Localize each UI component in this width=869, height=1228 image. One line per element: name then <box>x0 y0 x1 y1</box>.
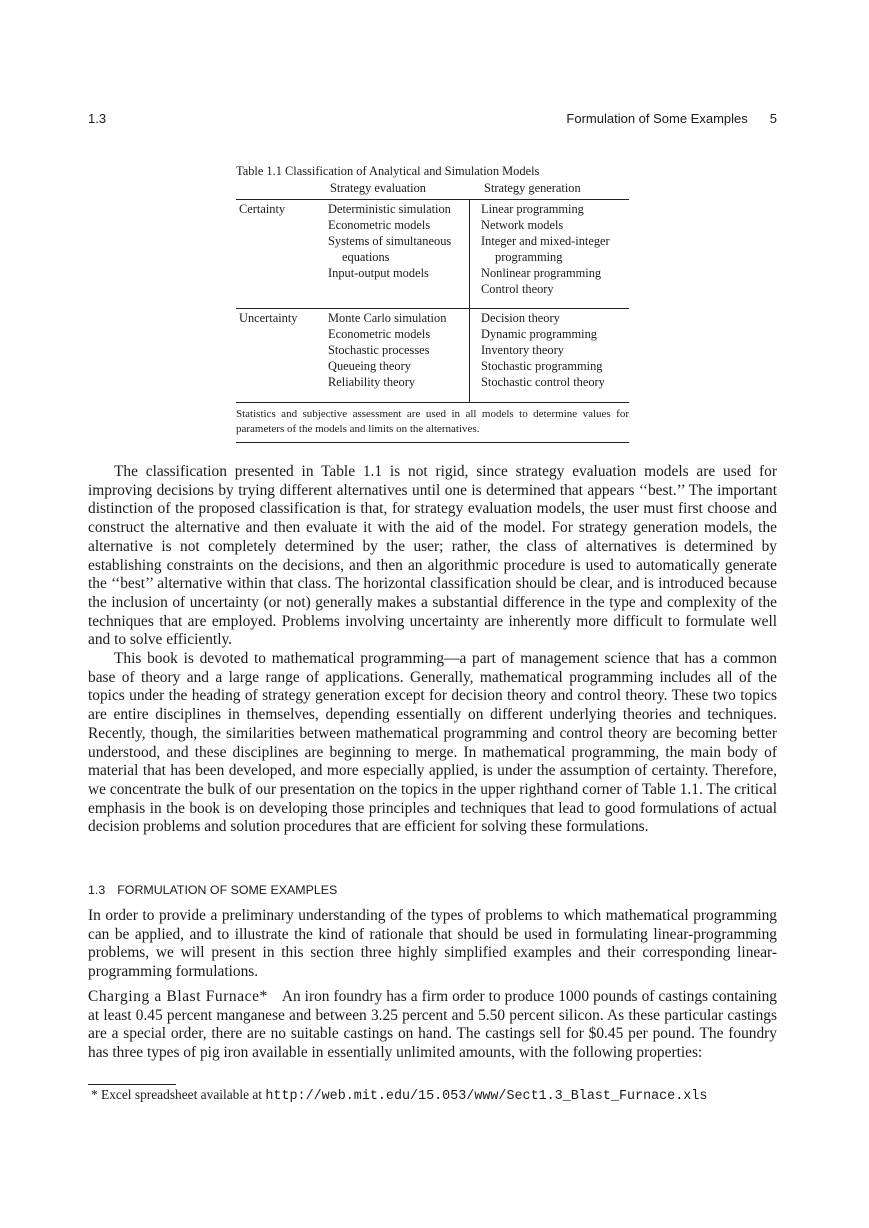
header-right <box>566 111 777 126</box>
footnote-url: http://web.mit.edu/15.053/www/Sect1.3_Blast_Furnace.xls <box>265 1089 708 1104</box>
page-number: 5 <box>769 111 777 126</box>
table-column-divider <box>469 309 470 402</box>
cell-item: Nonlinear programming <box>481 266 602 280</box>
cell-item: Input-output models <box>328 266 429 280</box>
classification-table <box>236 163 629 443</box>
footnote-text: * Excel spreadsheet available at <box>91 1087 263 1102</box>
running-header <box>88 111 777 129</box>
paragraph-classification: The classification presented in Table 1.1 is not rigid, since strategy evaluation models are used for improving decisions by trying different alternatives until one is determined that appears ‘‘best.’’ The important distinction of the proposed classification is that, for strategy evaluation models, the user must first choose and construct the alternative and then evaluate it with the aid of the model. For strategy generation models, the alternative is not completely determined by the user; rather, the class of alternatives is determined by establishing constraints on the decisions, and then an algorithmic procedure is used to automatically generate the ‘‘best’’ alternative within that class. The horizontal classification should be clear, and is introduced because the inclusion of uncertainty (or not) generally makes a substantial difference in the type and complexity of the techniques that are employed. Problems involving uncertainty are inherently more difficult to formulate well and to solve efficiently. <box>88 463 777 649</box>
cell-item: Deterministic simulation <box>328 202 451 216</box>
paragraph-blast-furnace-text: An iron foundry has a firm order to produce 1000 pounds of castings containing at least 0.45 percent manganese and between 3.25 percent and 5.50 percent silicon. As these particular castings are a special order, there are no suitable castings on hand. The castings sell for $0.45 per pound. The foundry has three types of pig iron available in essentially unlimited amounts, with the following properties: <box>88 988 778 1062</box>
table-row-certainty <box>236 200 629 308</box>
column-header-strategy-evaluation: Strategy evaluation <box>330 181 426 195</box>
cell-item: Linear programming <box>481 202 584 216</box>
table-column-headers <box>236 180 629 199</box>
section-heading-title: FORMULATION OF SOME EXAMPLES <box>117 883 338 897</box>
cell-item: Reliability theory <box>328 375 416 389</box>
footnote <box>91 1087 707 1104</box>
section-intro <box>88 907 777 982</box>
table-note: Statistics and subjective assessment are used in all models to determine values for parameters of the models and limits on the alternatives. <box>236 408 629 435</box>
cell-item: Queueing theory <box>328 359 411 373</box>
header-title: Formulation of Some Examples <box>566 111 748 126</box>
uncertainty-generation-cell <box>481 310 627 390</box>
certainty-evaluation-cell <box>328 201 468 281</box>
certainty-generation-cell <box>481 201 627 297</box>
blast-furnace-example <box>88 988 777 1063</box>
section-heading-number: 1.3 <box>88 883 106 897</box>
table-row-uncertainty <box>236 309 629 402</box>
body-paragraphs <box>88 463 777 837</box>
paragraph-mathematical-programming: This book is devoted to mathematical programming—a part of management science that has a common base of theory and a large range of applications. Generally, mathematical programming includes all of the topics under the heading of strategy generation except for decision theory and control theory. These two topics are entire disciplines in themselves, depending essentially on different underlying theories and techniques. Recently, though, the similarities between mathematical programming and control theory are becoming better understood, and these disciplines are beginning to merge. In mathematical programming, the main body of material that has been developed, and more especially applied, is under the assumption of certainty. Therefore, we concentrate the bulk of our presentation on the topics in the upper righthand corner of Table 1.1. The critical emphasis in the book is on developing those principles and techniques that lead to good formulations of actual decision problems and solution procedures that are efficient for solving these formulations. <box>88 650 777 836</box>
column-header-strategy-generation: Strategy generation <box>484 181 581 195</box>
cell-item: Decision theory <box>481 311 560 325</box>
cell-item: programming <box>495 250 563 264</box>
table-caption: Table 1.1 Classification of Analytical and Simulation Models <box>236 164 540 178</box>
uncertainty-evaluation-cell <box>328 310 468 390</box>
cell-item: Inventory theory <box>481 343 564 357</box>
cell-item: Monte Carlo simulation <box>328 311 447 325</box>
footnote-rule <box>88 1084 176 1085</box>
section-heading <box>88 883 337 897</box>
runin-heading: Charging a Blast Furnace* <box>88 988 268 1005</box>
cell-item: Stochastic processes <box>328 343 430 357</box>
cell-item: Stochastic control theory <box>481 375 605 389</box>
table-column-divider <box>469 200 470 308</box>
cell-item: Integer and mixed-integer <box>481 234 610 248</box>
cell-item: equations <box>342 250 390 264</box>
cell-item: Econometric models <box>328 218 431 232</box>
cell-item: Network models <box>481 218 564 232</box>
cell-item: Stochastic programming <box>481 359 603 373</box>
row-label-certainty: Certainty <box>239 202 286 216</box>
cell-item: Dynamic programming <box>481 327 597 341</box>
paragraph-intro: In order to provide a preliminary understanding of the types of problems to which mathematical programming can be applied, and to illustrate the kind of rationale that should be used in formulating linear-programming problems, we will present in this section three highly simplified examples and their corresponding linear-programming formulations. <box>88 907 777 981</box>
cell-item: Control theory <box>481 282 554 296</box>
paragraph-blast-furnace <box>88 988 777 1063</box>
table-rule-bottom <box>236 442 629 443</box>
cell-item: Econometric models <box>328 327 431 341</box>
header-section-number: 1.3 <box>88 111 107 126</box>
cell-item: Systems of simultaneous <box>328 234 452 248</box>
row-label-uncertainty: Uncertainty <box>239 311 298 325</box>
